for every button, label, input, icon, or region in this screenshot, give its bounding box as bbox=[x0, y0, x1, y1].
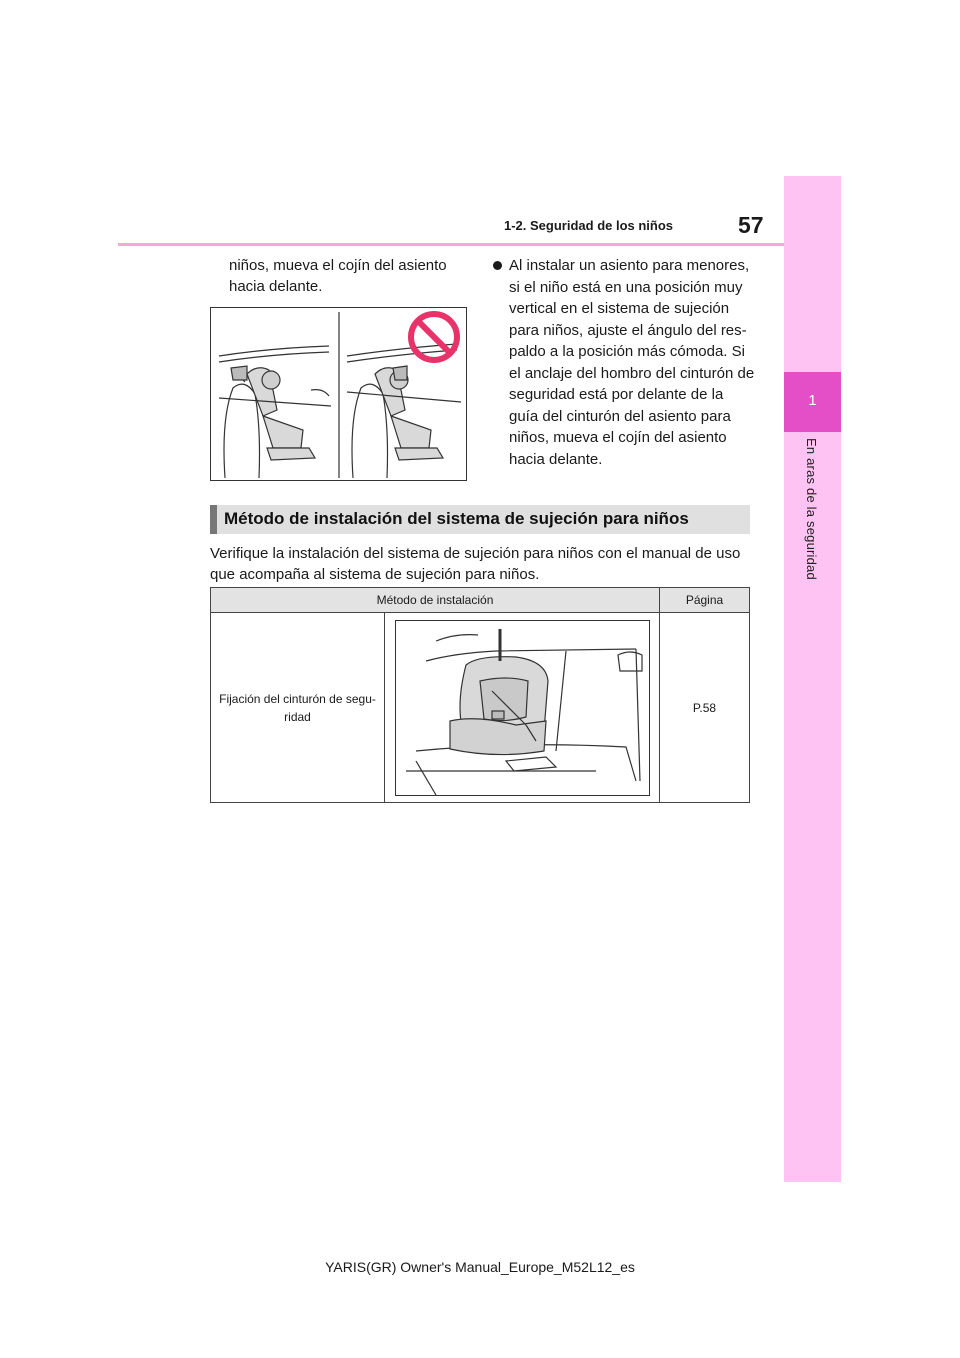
section-heading bbox=[210, 505, 750, 534]
bullet-icon bbox=[493, 261, 502, 270]
child-seat-illustration bbox=[210, 307, 467, 481]
footer: YARIS(GR) Owner's Manual_Europe_M52L12_es bbox=[325, 1259, 635, 1275]
bullet-list bbox=[493, 255, 755, 470]
header-rule bbox=[118, 243, 784, 246]
column-header-method: Método de instalación bbox=[211, 588, 660, 613]
list-item-text: Al instalar un asiento para menores, si el niño está en una posición muy vertical en el sistema de sujeción para niños, ajuste el ángulo del res-paldo a la posición más cómoda. Si el anclaje del hombro del cinturón de seguridad está por delante de la guía del cinturón del asiento para niños, mueva el cojín del asiento hacia delante. bbox=[509, 257, 755, 468]
table-row bbox=[211, 613, 750, 803]
section-intro: Verifique la instalación del sistema de sujeción para niños con el manual de uso que acompaña al sistema de sujeción para niños. bbox=[210, 545, 741, 583]
column-header-page: Página bbox=[660, 588, 750, 613]
page-reference: P.58 bbox=[660, 613, 750, 803]
method-illustration-cell bbox=[385, 613, 660, 803]
chapter-title: En aras de la seguridad bbox=[804, 438, 819, 580]
table-header-row bbox=[211, 588, 750, 613]
continued-paragraph: niños, mueva el cojín del asiento hacia delante. bbox=[229, 257, 447, 295]
chapter-number: 1 bbox=[808, 392, 817, 409]
section-title: 1-2. Seguridad de los niños bbox=[504, 218, 674, 233]
method-label: Fijación del cinturón de segu-ridad bbox=[219, 691, 376, 724]
page-number: 57 bbox=[738, 212, 764, 238]
chapter-side-tab bbox=[784, 176, 841, 1182]
method-cell bbox=[211, 613, 385, 803]
list-item bbox=[493, 255, 755, 470]
seat-belt-fixing-illustration bbox=[395, 620, 650, 796]
section-heading-text: Método de instalación del sistema de sujeción para niños bbox=[224, 509, 689, 528]
prohibited-icon bbox=[407, 310, 461, 364]
heading-accent bbox=[210, 505, 217, 534]
installation-table bbox=[210, 587, 750, 803]
